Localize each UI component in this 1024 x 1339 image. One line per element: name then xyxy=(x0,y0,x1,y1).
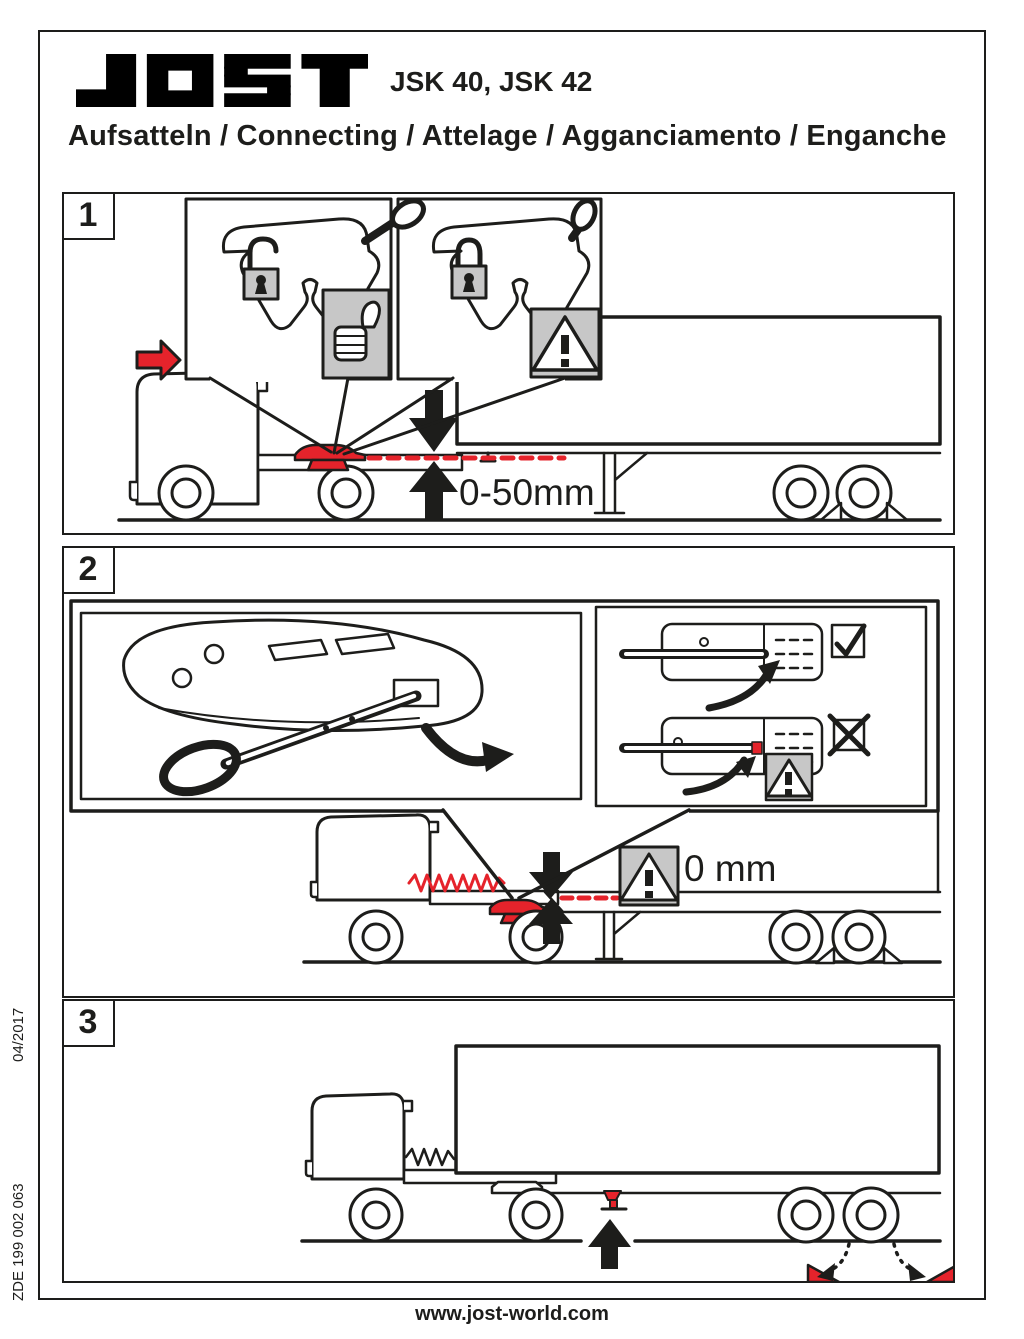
height-measurement-label: 0-50mm xyxy=(459,472,595,513)
truck-tractor xyxy=(130,372,462,520)
panel-step-1 xyxy=(62,192,955,535)
page-subtitle: Aufsatteln / Connecting / Attelage / Agganciamento / Enganche xyxy=(68,120,947,152)
chock-removal-arrow-right xyxy=(894,1244,910,1269)
panel-step-2 xyxy=(62,546,955,998)
website-url: www.jost-world.com xyxy=(415,1303,609,1325)
wheel-chock-red-right xyxy=(927,1265,953,1281)
doc-date: 04/2017 xyxy=(10,1007,27,1062)
tension-zigzag-black xyxy=(406,1149,458,1165)
callout-connector-line xyxy=(922,811,938,892)
warning-triangle-icon xyxy=(531,309,599,377)
step-number-2: 2 xyxy=(62,546,115,594)
jost-logo xyxy=(76,54,368,107)
doc-number: ZDE 199 002 063 xyxy=(10,1183,27,1301)
check-icon xyxy=(832,625,864,657)
page-title: JSK 40, JSK 42 xyxy=(390,66,593,97)
red-indicator xyxy=(752,742,762,754)
arrow-up-icon xyxy=(588,1219,631,1269)
semi-trailer-chassis xyxy=(545,892,940,963)
arrow-down-icon xyxy=(409,390,458,452)
wheel-chock-right xyxy=(887,503,907,520)
warning-triangle-icon xyxy=(620,847,678,905)
thumbs-up-icon xyxy=(323,290,389,378)
gap-measurement-label: 0 mm xyxy=(684,848,777,889)
warning-triangle-icon xyxy=(766,754,812,800)
step-2-illustration xyxy=(64,548,953,996)
panel-step-3 xyxy=(62,999,955,1283)
chock-removal-arrow-left xyxy=(833,1244,849,1269)
document-frame xyxy=(38,30,986,1300)
step-number-3: 3 xyxy=(62,999,115,1047)
step-3-illustration xyxy=(64,1001,953,1281)
cross-icon xyxy=(830,716,868,754)
step-number-1: 1 xyxy=(62,192,115,240)
